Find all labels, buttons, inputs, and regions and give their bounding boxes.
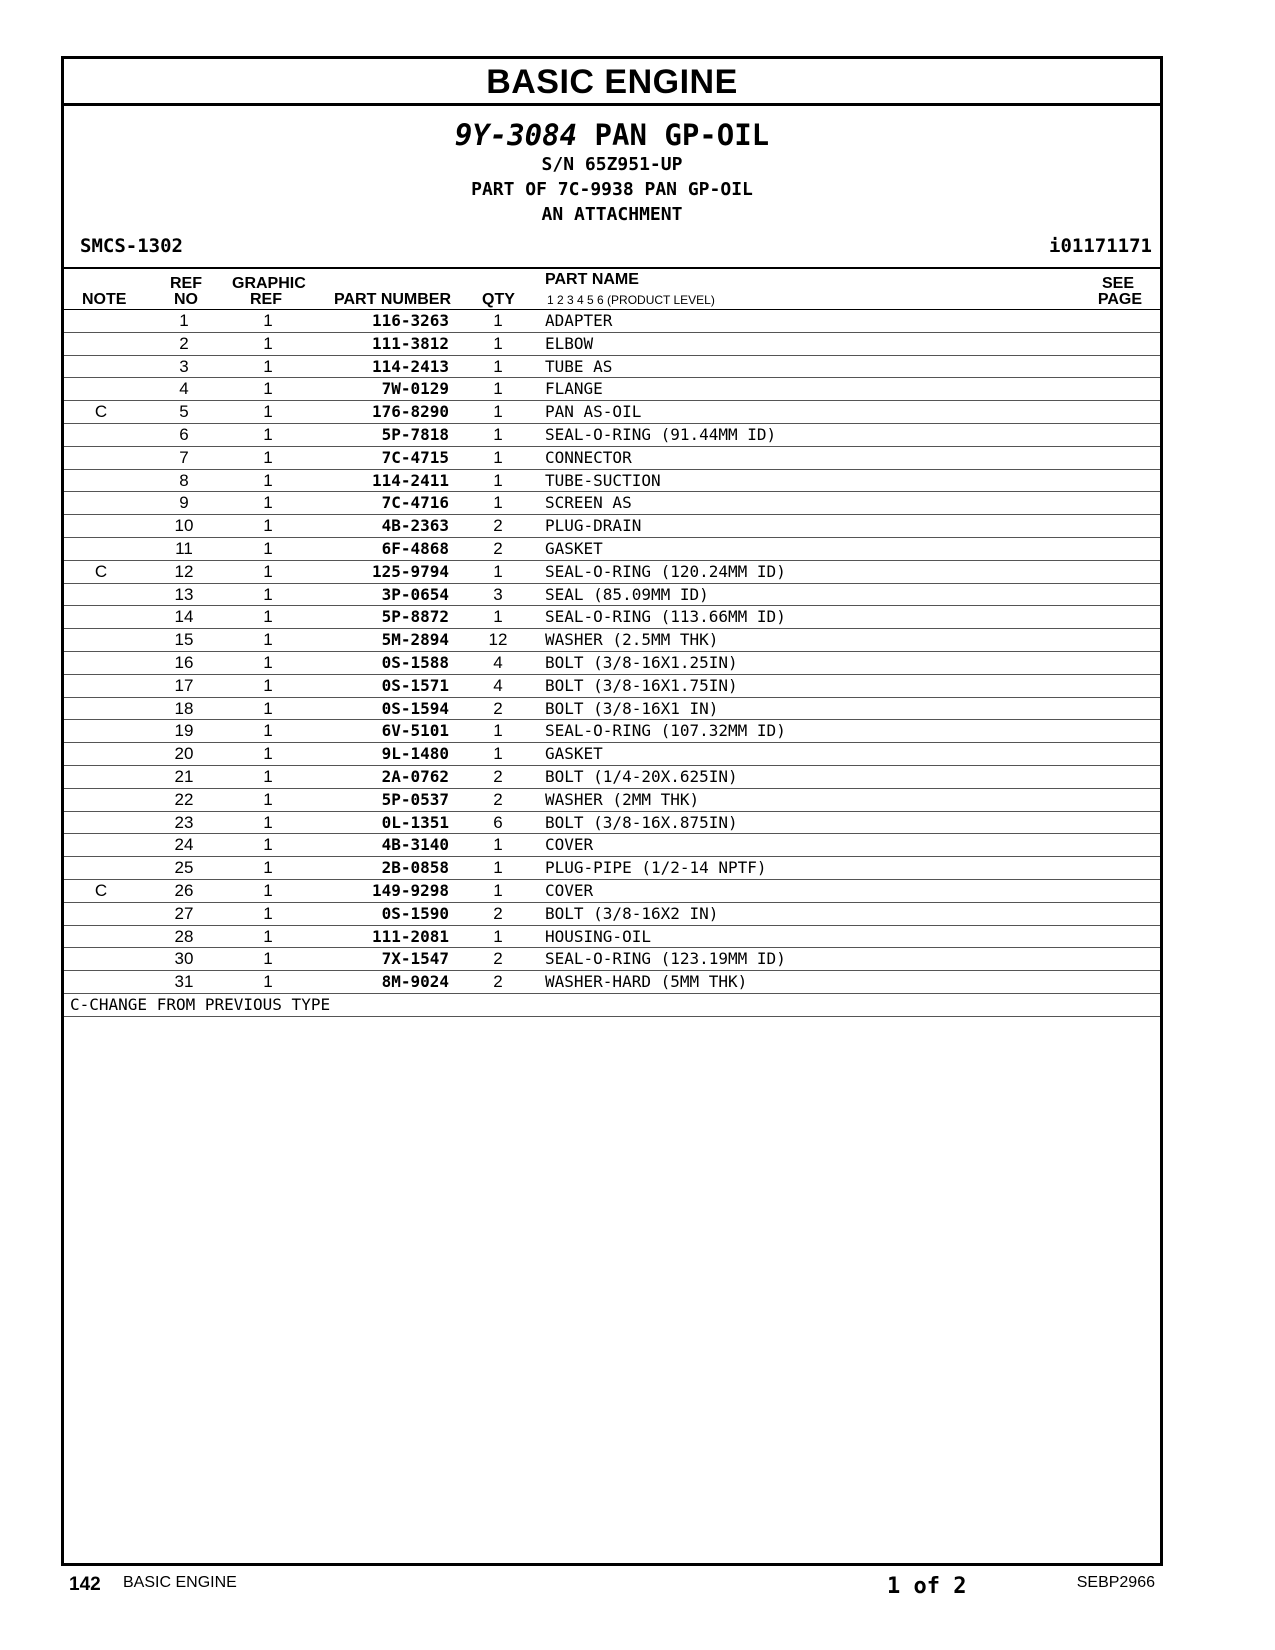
ref-no-cell: 23 xyxy=(174,812,194,832)
qty-cell: 1 xyxy=(493,607,503,627)
ref-no-cell: 3 xyxy=(179,356,189,376)
part-name-cell: ADAPTER xyxy=(545,311,613,330)
part-name-cell: PLUG-DRAIN xyxy=(545,516,642,536)
ref-no-cell: 13 xyxy=(174,584,194,604)
ref-no-cell: 18 xyxy=(174,698,194,718)
part-number-cell: 5M-2894 xyxy=(381,630,449,650)
graphic-ref-cell: 1 xyxy=(263,607,273,627)
qty-cell: 2 xyxy=(493,789,503,809)
qty-cell: 2 xyxy=(493,949,503,969)
part-number-cell: 6V-5101 xyxy=(381,721,449,741)
part-number-cell: 2B-0858 xyxy=(381,858,449,878)
col-ref-header-top: REF xyxy=(170,275,202,292)
graphic-ref-cell: 1 xyxy=(263,880,273,900)
qty-cell: 4 xyxy=(493,675,503,695)
graphic-ref-cell: 1 xyxy=(263,561,273,581)
graphic-ref-cell: 1 xyxy=(263,835,273,855)
col-note-header: NOTE xyxy=(82,291,127,308)
part-name-cell: CONNECTOR xyxy=(545,447,632,467)
ref-no-cell: 22 xyxy=(174,789,194,809)
part-number-cell: 7W-0129 xyxy=(381,379,449,399)
attachment-text: AN ATTACHMENT xyxy=(541,204,683,225)
footnote: C-CHANGE FROM PREVIOUS TYPE xyxy=(64,994,1160,1017)
table-row xyxy=(64,698,1160,721)
qty-cell: 1 xyxy=(493,356,503,376)
part-name-cell: SEAL-O-RING (107.32MM ID) xyxy=(545,721,786,741)
page-number: 142 xyxy=(69,1574,101,1595)
graphic-ref-cell: 1 xyxy=(263,630,273,650)
ref-no-cell: 16 xyxy=(174,652,194,672)
graphic-ref-cell: 1 xyxy=(263,538,273,558)
part-name-cell: BOLT (1/4-20X.625IN) xyxy=(545,766,738,786)
part-number-cell: 9L-1480 xyxy=(381,744,449,764)
part-number-cell: 176-8290 xyxy=(371,402,449,422)
qty-cell: 1 xyxy=(493,880,503,900)
graphic-ref-cell: 1 xyxy=(263,744,273,764)
table-row xyxy=(64,857,1160,880)
graphic-ref-cell: 1 xyxy=(263,652,273,672)
ref-no-cell: 31 xyxy=(174,972,194,992)
col-part-name-header: PART NAME xyxy=(545,271,639,288)
part-name-cell: TUBE AS xyxy=(545,356,613,376)
ref-no-cell: 1 xyxy=(179,311,189,330)
table-row xyxy=(64,903,1160,926)
qty-cell: 1 xyxy=(493,858,503,878)
qty-cell: 2 xyxy=(493,538,503,558)
table-row xyxy=(64,561,1160,584)
graphic-ref-cell: 1 xyxy=(263,493,273,513)
table-row xyxy=(64,971,1160,994)
ref-no-cell: 17 xyxy=(174,675,194,695)
table-row xyxy=(64,401,1160,424)
table-row xyxy=(64,652,1160,675)
part-number-cell: 0L-1351 xyxy=(381,812,449,832)
graphic-ref-cell: 1 xyxy=(263,972,273,992)
part-name-cell: BOLT (3/8-16X1 IN) xyxy=(545,698,719,718)
graphic-ref-cell: 1 xyxy=(263,858,273,878)
product-level-scale: 1 2 3 4 5 6 (PRODUCT LEVEL) xyxy=(547,293,715,307)
graphic-ref-cell: 1 xyxy=(263,379,273,399)
part-name-cell: BOLT (3/8-16X.875IN) xyxy=(545,812,738,832)
qty-cell: 1 xyxy=(493,447,503,467)
part-number-cell: 7C-4716 xyxy=(381,493,449,513)
graphic-ref-cell: 1 xyxy=(263,812,273,832)
part-name-cell: PLUG-PIPE (1/2-14 NPTF) xyxy=(545,858,767,878)
footer-section: BASIC ENGINE xyxy=(123,1574,237,1591)
qty-cell: 2 xyxy=(493,903,503,923)
meta-row xyxy=(64,235,1160,261)
group-name: PAN GP-OIL xyxy=(594,118,770,152)
qty-cell: 1 xyxy=(493,311,503,330)
part-number-cell: 111-2081 xyxy=(371,926,449,946)
graphic-ref-cell: 1 xyxy=(263,402,273,422)
ref-no-cell: 5 xyxy=(179,402,189,422)
table-row xyxy=(64,515,1160,538)
ref-no-cell: 8 xyxy=(179,470,189,490)
ref-no-cell: 19 xyxy=(174,721,194,741)
qty-cell: 4 xyxy=(493,652,503,672)
qty-cell: 1 xyxy=(493,721,503,741)
part-name-cell: HOUSING-OIL xyxy=(545,926,651,946)
part-number-cell: 114-2413 xyxy=(371,356,449,376)
part-name-cell: GASKET xyxy=(545,744,603,764)
part-name-cell: BOLT (3/8-16X2 IN) xyxy=(545,903,719,923)
col-ref-header-bottom: NO xyxy=(174,291,198,308)
part-name-cell: COVER xyxy=(545,835,594,855)
ref-no-cell: 20 xyxy=(174,744,194,764)
table-row xyxy=(64,424,1160,447)
part-of-text: PART OF 7C-9938 PAN GP-OIL xyxy=(471,179,753,200)
ref-no-cell: 9 xyxy=(179,493,189,513)
graphic-ref-cell: 1 xyxy=(263,311,273,330)
table-row xyxy=(64,470,1160,493)
table-row xyxy=(64,492,1160,515)
group-part-number: 9Y-3084 xyxy=(454,118,578,152)
table-row xyxy=(64,926,1160,949)
part-name-cell: ELBOW xyxy=(545,333,594,353)
part-name-cell: SEAL-O-RING (123.19MM ID) xyxy=(545,949,786,969)
part-name-cell: FLANGE xyxy=(545,379,603,399)
graphic-ref-cell: 1 xyxy=(263,424,273,444)
part-name-cell: TUBE-SUCTION xyxy=(545,470,661,490)
graphic-ref-cell: 1 xyxy=(263,470,273,490)
part-name-cell: SEAL-O-RING (113.66MM ID) xyxy=(545,607,786,627)
ref-no-cell: 25 xyxy=(174,858,194,878)
part-name-cell: SEAL-O-RING (120.24MM ID) xyxy=(545,561,786,581)
qty-cell: 6 xyxy=(493,812,503,832)
table-row xyxy=(64,720,1160,743)
column-header xyxy=(64,269,1160,310)
part-number-cell: 125-9794 xyxy=(371,561,449,581)
qty-cell: 1 xyxy=(493,424,503,444)
ref-no-cell: 26 xyxy=(174,880,194,900)
graphic-ref-cell: 1 xyxy=(263,926,273,946)
col-see-page-header-top: SEE xyxy=(1101,275,1134,292)
col-graphic-header-bottom: REF xyxy=(250,291,282,308)
table-row xyxy=(64,948,1160,971)
parts-table-body xyxy=(64,310,1160,994)
part-name-cell: SCREEN AS xyxy=(545,493,632,513)
part-name-cell: WASHER-HARD (5MM THK) xyxy=(545,972,748,992)
table-row xyxy=(64,606,1160,629)
ref-no-cell: 4 xyxy=(179,379,189,399)
part-number-cell: 4B-2363 xyxy=(381,516,449,536)
table-row xyxy=(64,812,1160,835)
ref-no-cell: 30 xyxy=(174,949,194,969)
graphic-ref-cell: 1 xyxy=(263,675,273,695)
parts-page-frame xyxy=(61,56,1163,1566)
page-footer xyxy=(61,1574,1163,1604)
graphic-ref-cell: 1 xyxy=(263,949,273,969)
part-number-cell: 4B-3140 xyxy=(381,835,449,855)
ref-no-cell: 21 xyxy=(174,766,194,786)
qty-cell: 2 xyxy=(493,972,503,992)
part-name-cell: WASHER (2.5MM THK) xyxy=(545,630,719,650)
part-number-cell: 0S-1590 xyxy=(381,903,449,923)
ref-no-cell: 14 xyxy=(174,607,194,627)
part-number-cell: 7C-4715 xyxy=(381,447,449,467)
col-see-page-header-bottom: PAGE xyxy=(1097,291,1142,308)
ref-no-cell: 6 xyxy=(179,424,189,444)
page-of-indicator: 1 of 2 xyxy=(887,1574,967,1599)
table-row xyxy=(64,766,1160,789)
part-name-cell: SEAL (85.09MM ID) xyxy=(545,584,709,604)
qty-cell: 1 xyxy=(493,402,503,422)
graphic-ref-cell: 1 xyxy=(263,903,273,923)
smcs-code: SMCS-1302 xyxy=(80,235,183,257)
qty-cell: 1 xyxy=(493,470,503,490)
graphic-ref-cell: 1 xyxy=(263,766,273,786)
graphic-ref-cell: 1 xyxy=(263,516,273,536)
table-row xyxy=(64,538,1160,561)
qty-cell: 12 xyxy=(488,630,508,650)
qty-cell: 3 xyxy=(493,584,503,604)
ref-no-cell: 12 xyxy=(174,561,194,581)
table-row xyxy=(64,834,1160,857)
qty-cell: 1 xyxy=(493,379,503,399)
note-cell: C xyxy=(94,402,108,422)
table-row xyxy=(64,880,1160,903)
part-name-cell: BOLT (3/8-16X1.25IN) xyxy=(545,652,738,672)
ref-no-cell: 2 xyxy=(179,333,189,353)
graphic-ref-cell: 1 xyxy=(263,333,273,353)
part-number-cell: 149-9298 xyxy=(371,880,449,900)
section-title: BASIC ENGINE xyxy=(64,59,1160,106)
graphic-ref-cell: 1 xyxy=(263,721,273,741)
part-number-cell: 3P-0654 xyxy=(381,584,449,604)
col-part-number-header: PART NUMBER xyxy=(334,291,452,308)
qty-cell: 2 xyxy=(493,698,503,718)
qty-cell: 1 xyxy=(493,561,503,581)
part-number-cell: 6F-4868 xyxy=(381,538,449,558)
col-graphic-header-top: GRAPHIC xyxy=(232,275,306,292)
qty-cell: 1 xyxy=(493,744,503,764)
illustration-id: i01171171 xyxy=(1049,235,1152,257)
qty-cell: 2 xyxy=(493,516,503,536)
ref-no-cell: 11 xyxy=(175,538,193,558)
qty-cell: 1 xyxy=(493,926,503,946)
ref-no-cell: 24 xyxy=(174,835,194,855)
graphic-ref-cell: 1 xyxy=(263,789,273,809)
ref-no-cell: 27 xyxy=(174,903,194,923)
table-row xyxy=(64,629,1160,652)
part-number-cell: 0S-1594 xyxy=(381,698,449,718)
part-number-cell: 7X-1547 xyxy=(381,949,449,969)
table-row xyxy=(64,310,1160,333)
part-number-cell: 5P-7818 xyxy=(381,424,449,444)
ref-no-cell: 15 xyxy=(174,630,194,650)
graphic-ref-cell: 1 xyxy=(263,447,273,467)
table-row xyxy=(64,584,1160,607)
part-number-cell: 114-2411 xyxy=(371,470,449,490)
document-id: SEBP2966 xyxy=(1076,1574,1155,1591)
qty-cell: 1 xyxy=(493,835,503,855)
table-row xyxy=(64,675,1160,698)
part-number-cell: 111-3812 xyxy=(371,333,449,353)
table-row xyxy=(64,356,1160,379)
table-row xyxy=(64,789,1160,812)
graphic-ref-cell: 1 xyxy=(263,356,273,376)
part-name-cell: BOLT (3/8-16X1.75IN) xyxy=(545,675,738,695)
serial-range: S/N 65Z951-UP xyxy=(541,154,683,175)
table-row xyxy=(64,378,1160,401)
part-number-cell: 116-3263 xyxy=(371,311,449,330)
qty-cell: 1 xyxy=(493,493,503,513)
part-number-cell: 8M-9024 xyxy=(381,972,449,992)
part-name-cell: WASHER (2MM THK) xyxy=(545,789,700,809)
part-number-cell: 5P-0537 xyxy=(381,789,449,809)
group-title xyxy=(64,118,1160,152)
graphic-ref-cell: 1 xyxy=(263,584,273,604)
note-cell: C xyxy=(94,561,108,581)
part-number-cell: 5P-8872 xyxy=(381,607,449,627)
part-name-cell: PAN AS-OIL xyxy=(545,402,642,422)
note-cell: C xyxy=(94,880,108,900)
part-number-cell: 2A-0762 xyxy=(381,766,449,786)
qty-cell: 2 xyxy=(493,766,503,786)
ref-no-cell: 7 xyxy=(179,447,189,467)
part-name-cell: SEAL-O-RING (91.44MM ID) xyxy=(545,424,777,444)
part-number-cell: 0S-1588 xyxy=(381,652,449,672)
table-row xyxy=(64,447,1160,470)
table-row xyxy=(64,743,1160,766)
table-row xyxy=(64,333,1160,356)
graphic-ref-cell: 1 xyxy=(263,698,273,718)
part-name-cell: GASKET xyxy=(545,538,603,558)
ref-no-cell: 28 xyxy=(174,926,194,946)
part-number-cell: 0S-1571 xyxy=(381,675,449,695)
col-qty-header: QTY xyxy=(482,291,515,308)
ref-no-cell: 10 xyxy=(174,516,194,536)
qty-cell: 1 xyxy=(493,333,503,353)
part-name-cell: COVER xyxy=(545,880,594,900)
